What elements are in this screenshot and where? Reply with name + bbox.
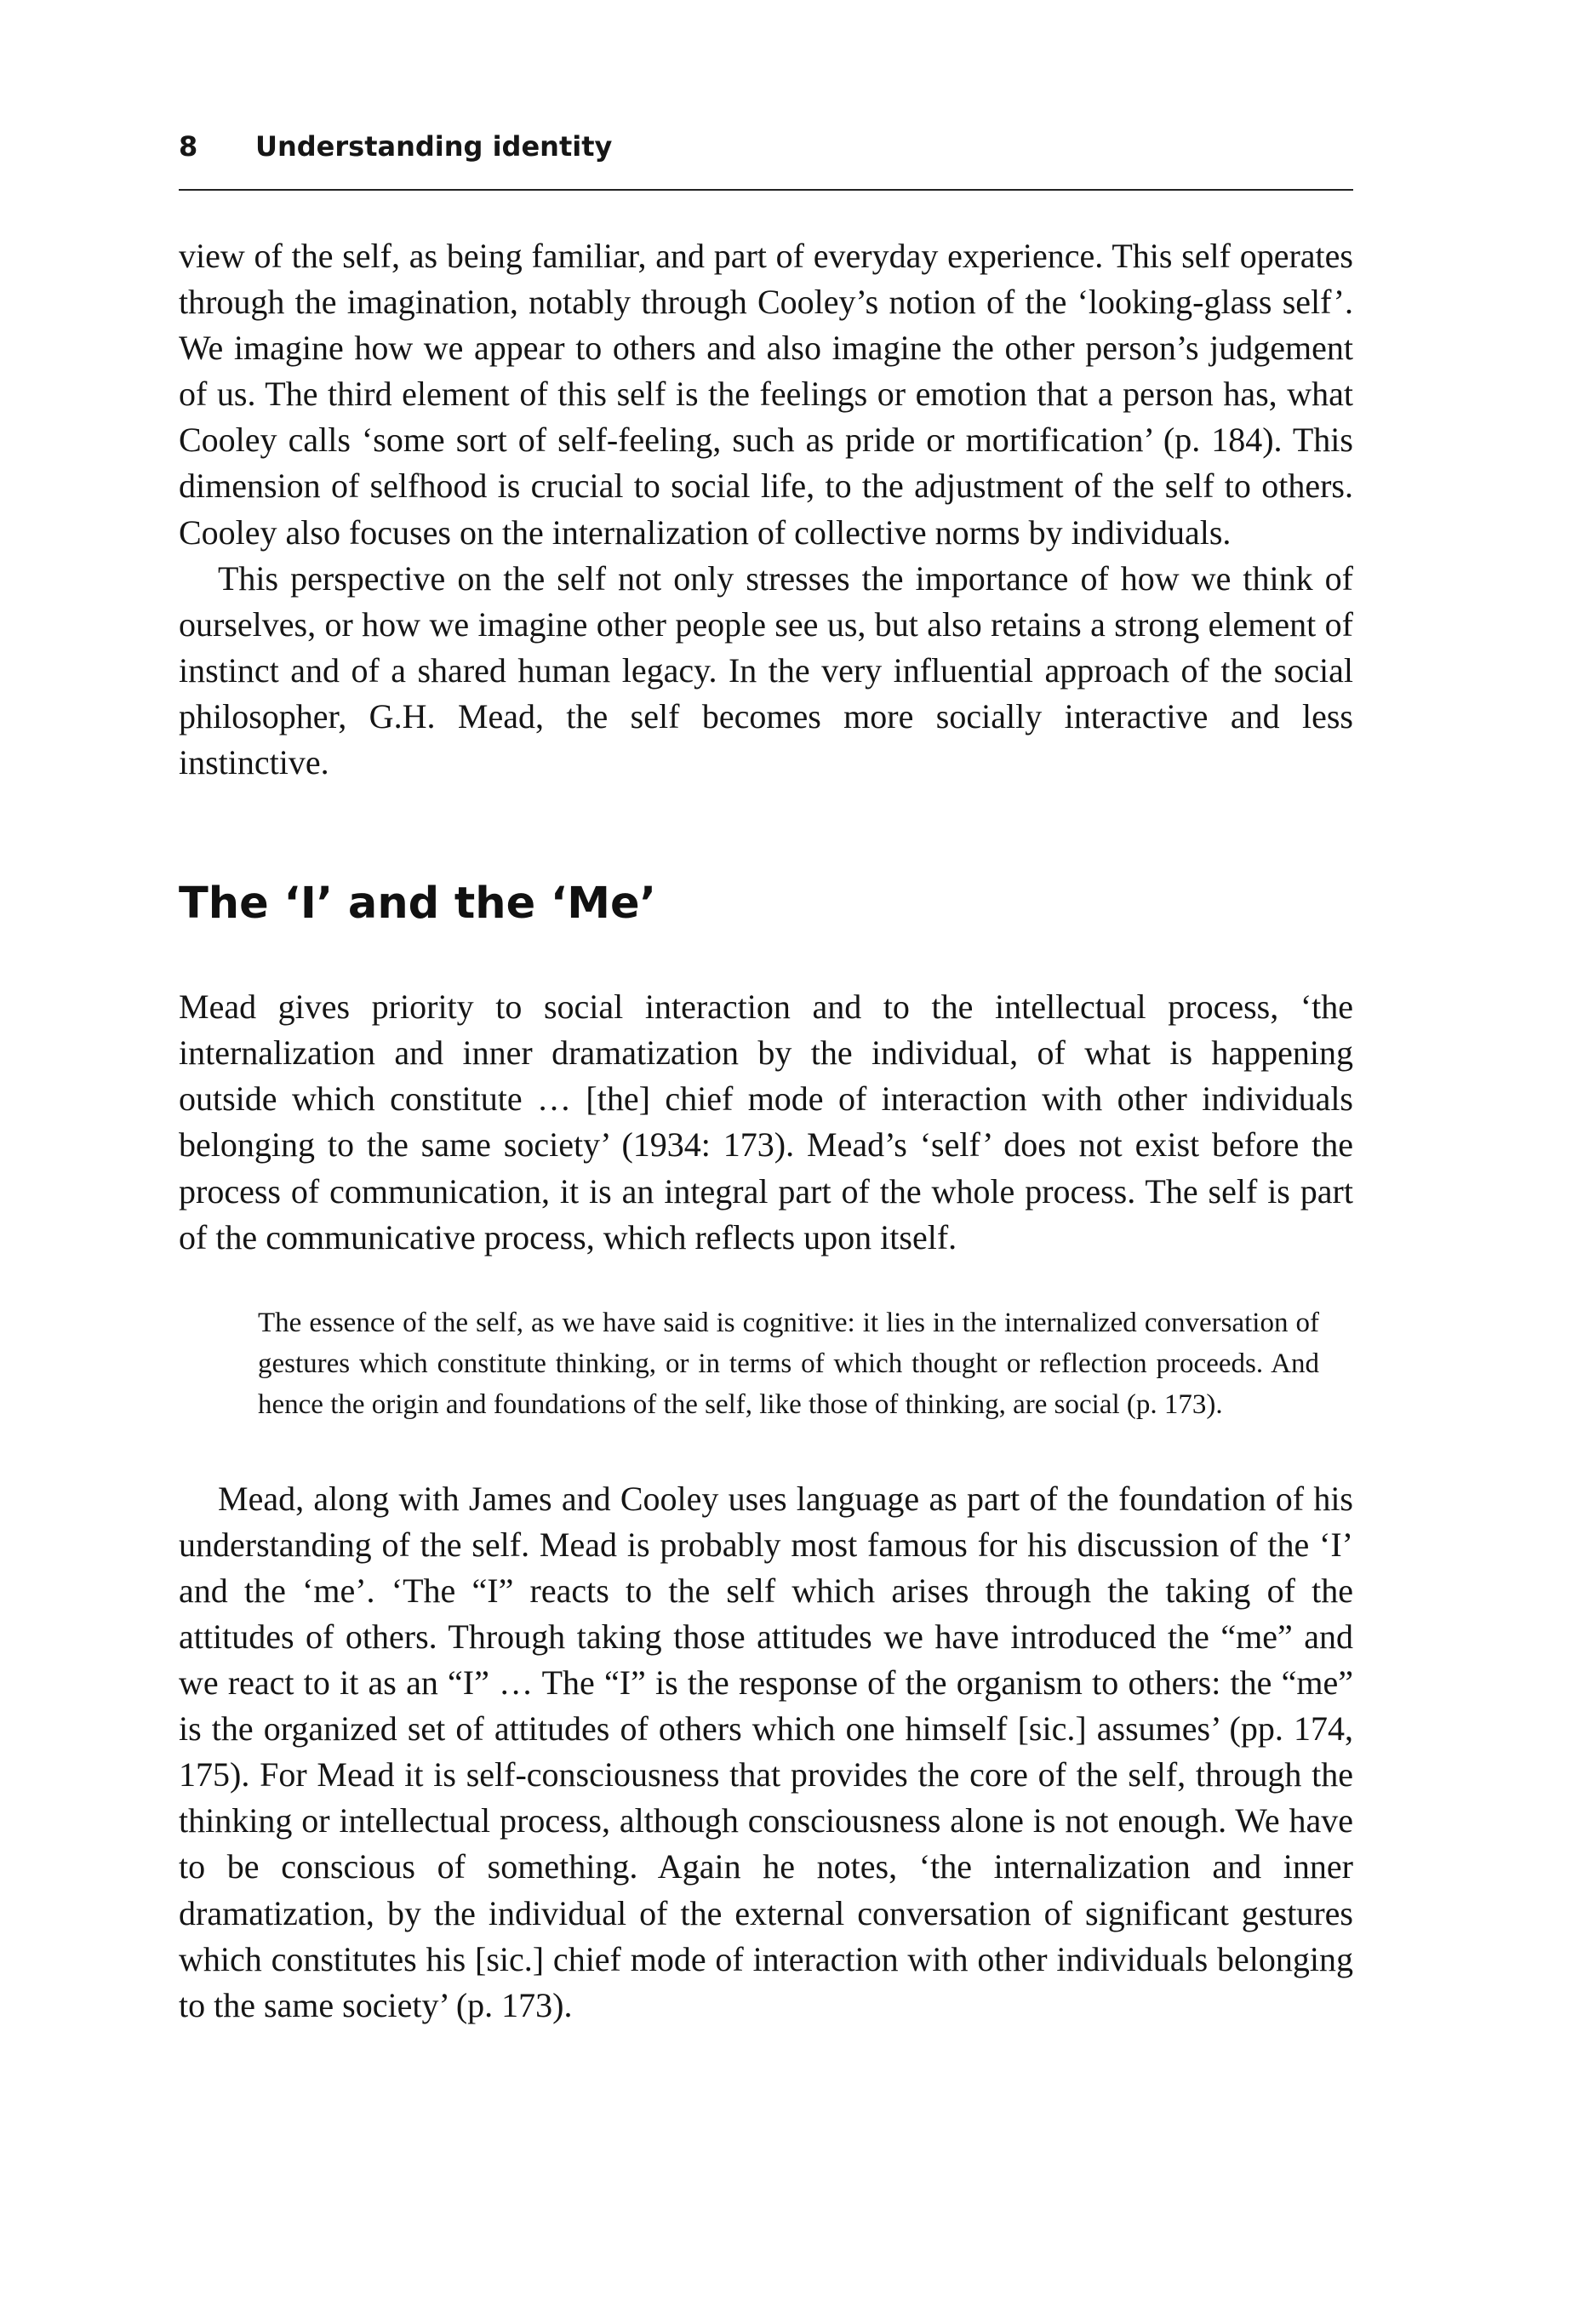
section-heading: The ‘I’ and the ‘Me’: [179, 879, 657, 930]
body-paragraph: This perspective on the self not only stresses the importance of how we think of ourselves, or how we imagine other people see us, but also retains a strong element of instinct and of a shared human legacy. In the very influential approach of the social philosopher, G.H. Mead, the self becomes more socially interactive and less instinctive.: [179, 558, 1353, 782]
running-head: [179, 119, 1353, 191]
body-paragraph: Mead gives priority to social interaction and to the intellectual process, ‘the internalization and inner dramatization by the individual, of what is happening outside which constitute … [the] chief mode of interaction with other individuals belonging to the same society’ (1934: 173). Mead’s ‘self’ does not exist before the process of communication, it is an integral part of the whole process. The self is part of the communicative process, which reflects upon itself.: [179, 987, 1353, 1256]
block-quote: The essence of the self, as we have said is cognitive: it lies in the internalized conversation of gestures which constitute thinking, or in terms of which thought or reflection proceeds. And hence the origin and foundations of the self, like those of thinking, are social (p. 173).: [258, 1307, 1319, 1420]
book-page: [179, 119, 1353, 2029]
running-head-title: Understanding identity: [255, 130, 613, 163]
body-paragraph: Mead, along with James and Cooley uses language as part of the foundation of his understanding of the self. Mead is probably most famous for his discussion of the ‘I’ and the ‘me’. ‘The “I” reacts to the self which arises through the taking of the attitudes of others. Through taking those attitudes we have introduced the “me” and we react to it as an “I” … The “I” is the response of the organism to others: the “me” is the organized set of attitudes of others which one himself [sic.] assumes’ (pp. 174, 175). For Mead it is self-consciousness that provides the core of the self, through the thinking or intellectual process, although consciousness alone is not enough. We have to be conscious of something. Again he notes, ‘the internalization and inner dramatization, by the individual of the external conversation of significant gestures which constitutes his [sic.] chief mode of interaction with other individuals belonging to the same society’ (p. 173).: [179, 1479, 1353, 2024]
page-number: 8: [179, 130, 198, 163]
body-paragraph: view of the self, as being familiar, and part of everyday experience. This self operates through the imagination, notably through Cooley’s notion of the ‘looking-glass self’. We imagine how we appear to others and also imagine the other person’s judgement of us. The third element of this self is the feelings or emotion that a person has, what Cooley calls ‘some sort of self-feeling, such as pride or mortification’ (p. 184). This dimension of selfhood is crucial to social life, to the adjustment of the self to others. Cooley also focuses on the internalization of collective norms by individuals.: [179, 237, 1353, 552]
